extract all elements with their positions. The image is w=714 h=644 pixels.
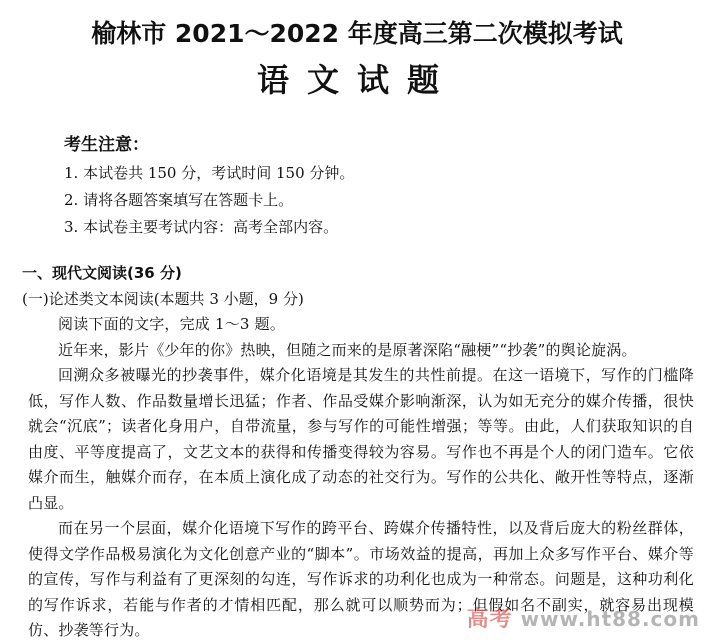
notice-item: 1. 本试卷共 150 分，考试时间 150 分钟。 — [64, 164, 355, 182]
instruction-paragraph: 阅读下面的文字，完成 1～3 题。 — [58, 315, 286, 333]
site-watermark — [467, 602, 700, 633]
section-heading: 一、现代文阅读(36 分) — [22, 264, 182, 282]
watermark-prefix: 高考 — [466, 607, 513, 632]
notice-item: 3. 本试卷主要考试内容：高考全部内容。 — [64, 218, 339, 236]
exam-title: 榆林市 2021～2022 年度高三第二次模拟考试 — [91, 19, 623, 48]
subsection-heading: (一)论述类文本阅读(本题共 3 小题，9 分) — [22, 290, 304, 308]
notice-heading: 考生注意： — [64, 135, 149, 155]
notice-item: 2. 请将各题答案填写在答题卡上。 — [64, 191, 294, 209]
subject-title: 语文试题 — [256, 61, 457, 99]
passage-paragraph: 回溯众多被曝光的抄袭事件，媒介化语境是其发生的共性前提。在这一语境下，写作的门槛降低，写作人数、作品数量增长迅猛；作者、作品受媒介影响渐深，认为如无充分的媒介传播，很快就会“沉底”；读者化身用户，自带流量，参与写作的可能性增强；等等。由此，人们获取知识的自由度、平等度提高了，文艺文本的获得和传播变得较为容易。写作也不再是个人的闭门造车。它依媒介而生，触媒介而存，在本质上演化成了动态的社交行为。写作的公共化、敞开性等特点，逐渐凸显。 — [28, 366, 694, 512]
passage-paragraph: 而在另一个层面，媒介化语境下写作的跨平台、跨媒介传播特性，以及背后庞大的粉丝群体，使得文学作品极易演化为文化创意产业的“脚本”。市场效益的提高，再加上众多写作平台、媒介等的宣传，写作与利益有了更深刻的勾连，写作诉求的功利化也成为一种常态。问题是，这种功利化的写作诉求，若能与作者的才情相匹配，那么就可以顺势而为；但假如名不副实，就容易出现模仿、抄袭等行为。 — [28, 519, 694, 639]
watermark-site: www.ht88.com — [520, 607, 700, 631]
reading-passage — [28, 312, 694, 644]
passage-paragraph: 近年来，影片《少年的你》热映，但随之而来的是原著深陷“融梗”“抄袭”的舆论旋涡。 — [58, 340, 637, 359]
notice-list — [64, 160, 354, 241]
